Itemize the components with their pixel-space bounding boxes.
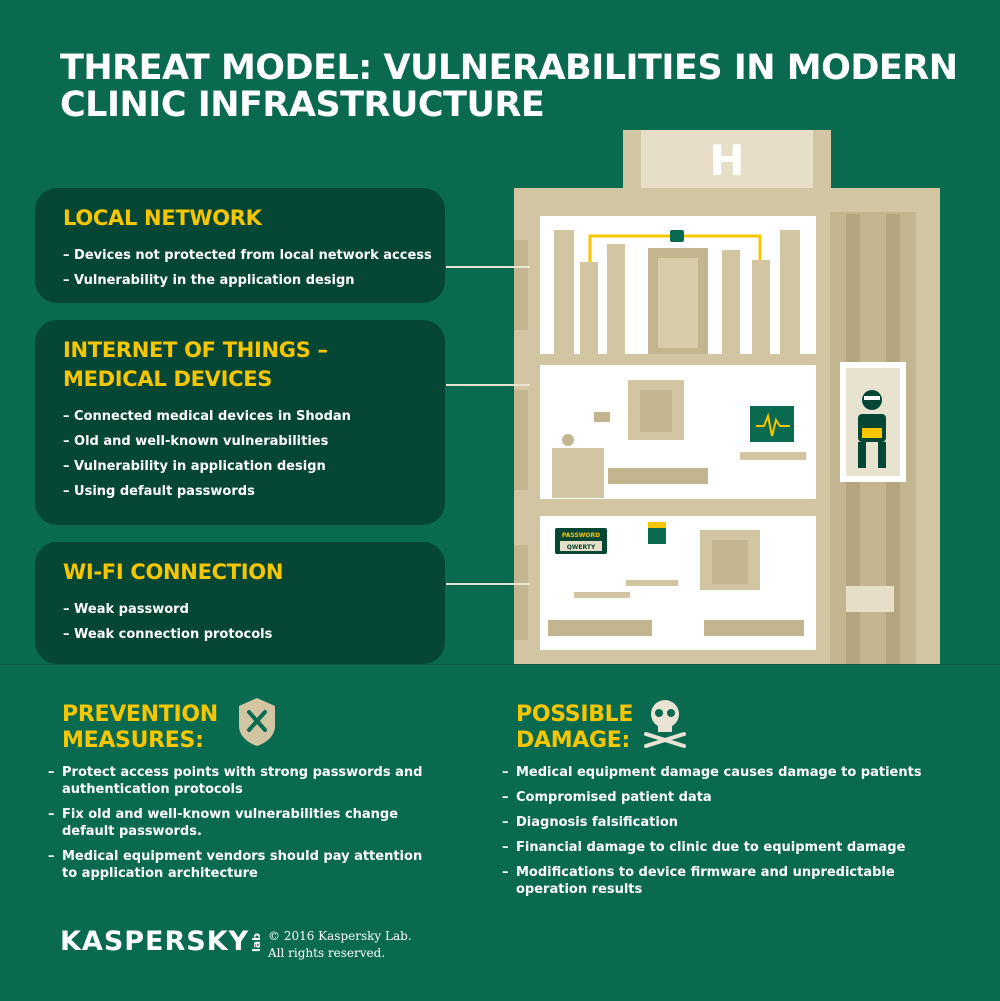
list-item: – Devices not protected from local network access xyxy=(63,243,417,268)
panel-list xyxy=(63,404,417,504)
monitor-icon xyxy=(750,406,794,442)
panel-heading: LOCAL NETWORK xyxy=(63,206,262,230)
copyright-text: © 2016 Kaspersky Lab. All rights reserved. xyxy=(268,929,412,960)
list-item: – Medical equipment vendors should pay attention to application architecture xyxy=(48,848,428,882)
password-sign-value: QWERTY xyxy=(566,544,596,551)
list-item: – Fix old and well-known vulnerabilities change default passwords. xyxy=(48,806,428,840)
panel-wifi-connection xyxy=(35,542,445,664)
password-sign-label: PASSWORD xyxy=(561,532,601,539)
kaspersky-logo: KASPERSKYlab xyxy=(60,926,264,957)
panel-heading: WI-FI CONNECTION xyxy=(63,560,284,584)
connector-line xyxy=(446,583,530,585)
list-item: – Vulnerability in application design xyxy=(63,454,417,479)
clinic-building-illustration xyxy=(500,125,950,670)
connector-line xyxy=(446,384,530,386)
shield-x-icon xyxy=(236,696,278,748)
list-item: – Using default passwords xyxy=(63,479,417,504)
list-item: – Weak connection protocols xyxy=(63,622,417,647)
list-item: – Medical equipment damage causes damage to patients xyxy=(502,764,922,781)
wifi-router-icon xyxy=(648,528,666,544)
panel-list xyxy=(63,597,417,647)
list-item: – Connected medical devices in Shodan xyxy=(63,404,417,429)
panel-list xyxy=(63,243,432,293)
panel-local-network xyxy=(35,188,445,303)
list-item: – Old and well-known vulnerabilities xyxy=(63,429,417,454)
page-title xyxy=(60,48,958,125)
list-item: – Diagnosis falsification xyxy=(502,814,922,831)
connector-line xyxy=(446,266,530,268)
panel-iot-medical-devices xyxy=(35,320,445,525)
list-item: – Compromised patient data xyxy=(502,789,922,806)
prevention-title: PREVENTION MEASURES: xyxy=(62,702,218,753)
skull-crossbones-icon xyxy=(640,696,690,748)
list-item: – Modifications to device firmware and unpredictable operation results xyxy=(502,864,922,898)
padlock-icon xyxy=(670,230,684,242)
list-item: – Weak password xyxy=(63,597,417,622)
hospital-sign: H xyxy=(709,136,745,185)
prevention-list xyxy=(48,764,428,890)
panel-heading: INTERNET OF THINGS – MEDICAL DEVICES xyxy=(63,338,328,391)
list-item: – Protect access points with strong passwords and authentication protocols xyxy=(48,764,428,798)
damage-title: POSSIBLE DAMAGE: xyxy=(516,702,634,753)
title-line-2: CLINIC INFRASTRUCTURE xyxy=(60,85,545,125)
list-item: – Vulnerability in the application design xyxy=(63,268,417,293)
damage-list xyxy=(502,764,922,906)
title-line-1: THREAT MODEL: VULNERABILITIES IN MODERN xyxy=(60,48,958,88)
list-item: – Financial damage to clinic due to equipment damage xyxy=(502,839,922,856)
